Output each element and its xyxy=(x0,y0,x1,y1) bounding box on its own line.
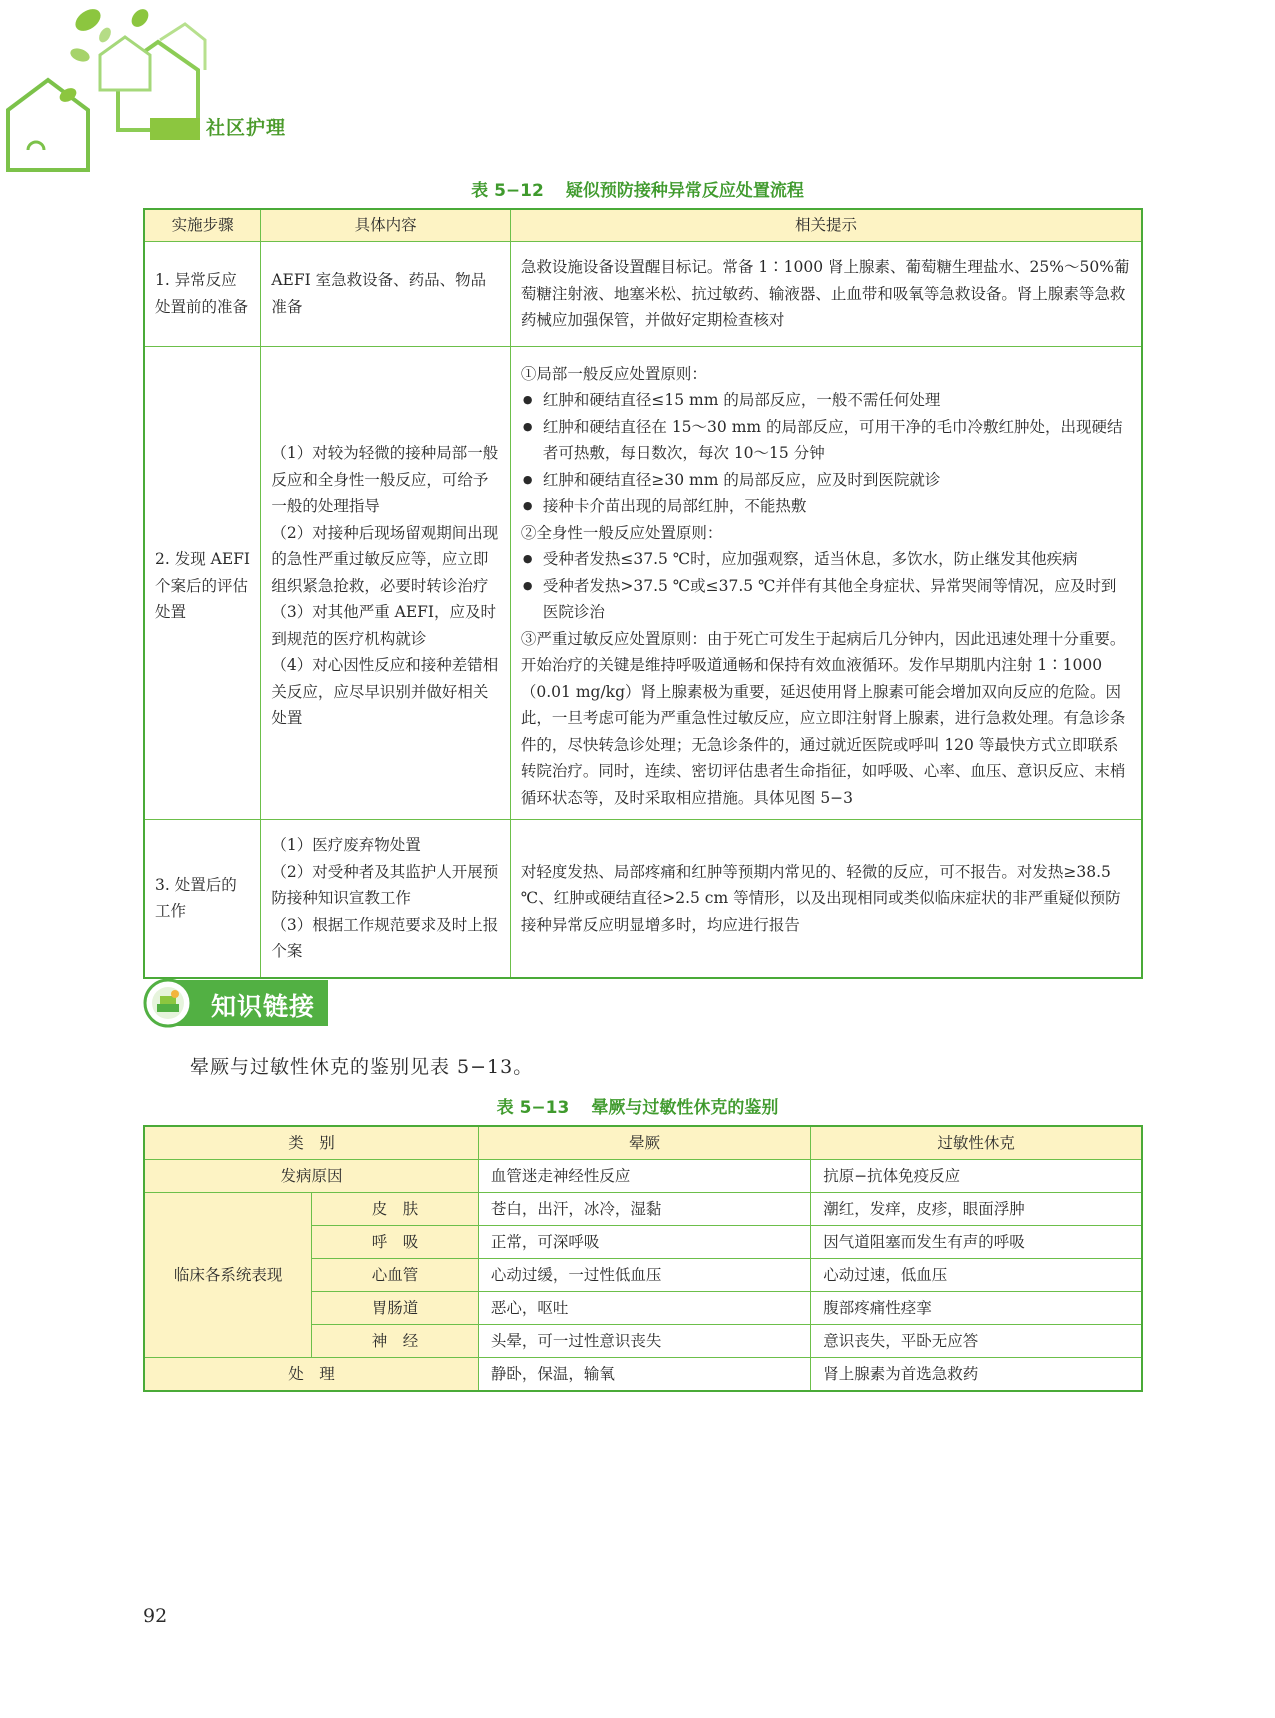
tips-cell xyxy=(510,242,1142,347)
system-name: 胃肠道 xyxy=(312,1292,479,1325)
treatment-syncope: 静卧，保温，输氧 xyxy=(478,1358,810,1392)
tip-text: 红肿和硬结直径≤15 mm 的局部反应，一般不需任何处理 xyxy=(542,391,941,409)
cause-shock: 抗原−抗体免疫反应 xyxy=(811,1160,1142,1193)
header-house-leaf-illustration xyxy=(0,0,300,175)
table-row xyxy=(144,820,1142,978)
treatment-shock: 肾上腺素为首选急救药 xyxy=(811,1358,1142,1392)
tip-text: 受种者发热≤37.5 ℃时，应加强观察，适当休息，多饮水，防止继发其他疾病 xyxy=(542,550,1078,568)
content-line: （3）根据工作规范要求及时上报个案 xyxy=(271,915,499,960)
header-cell: 相关提示 xyxy=(510,209,1142,242)
tip-bullet-item xyxy=(521,573,1131,626)
cause-label: 发病原因 xyxy=(144,1160,478,1193)
tip-paragraph xyxy=(521,520,1131,547)
shock-header: 过敏性休克 xyxy=(811,1126,1142,1160)
content-line: （2）对受种者及其监护人开展预防接种知识宣教工作 xyxy=(271,862,499,907)
content-line: （1）对较为轻微的接种局部一般反应和全身性一般反应，可给予一般的处理指导 xyxy=(271,444,499,515)
tip-text: 接种卡介苗出现的局部红肿，不能热敷 xyxy=(542,497,807,515)
tip-paragraph xyxy=(521,361,1131,388)
system-name: 皮 肤 xyxy=(312,1193,479,1226)
tip-text: 红肿和硬结直径≥30 mm 的局部反应，应及时到医院就诊 xyxy=(542,470,941,489)
content-line: （2）对接种后现场留观期间出现的急性严重过敏反应等，应立即组织紧急抢救，必要时转诊治疗 xyxy=(271,523,499,595)
tip-text: 急救设施设备设置醒目标记。常备 1∶1000 肾上腺素、葡萄糖生理盐水、25%～50%葡萄糖注射液、地塞米松、抗过敏药、输液器、止血带和吸氧等急救设备。肾上腺素等急救药械应加强保管，并做好定期检查核对 xyxy=(520,258,1130,329)
tip-text: 对轻度发热、局部疼痛和红肿等预期内常见的、轻微的反应，可不报告。对发热≥38.5 ℃、红肿或硬结直径>2.5 cm 等情形，以及出现相同或类似临床症状的非严重疑似预防接种异常反应明显增多时，均应进行报告 xyxy=(520,862,1121,934)
running-header-title: 社区护理 xyxy=(206,117,287,139)
system-name: 心血管 xyxy=(312,1259,479,1292)
content-line: AEFI 室急救设备、药品、物品准备 xyxy=(271,271,487,316)
category-header: 类 别 xyxy=(144,1126,478,1160)
tip-bullet-item xyxy=(521,546,1131,573)
content-cell xyxy=(261,820,511,978)
table1-number: 表 5−12 xyxy=(471,181,544,201)
syncope-header: 晕厥 xyxy=(478,1126,810,1160)
system-syncope: 头晕，可一过性意识丧失 xyxy=(478,1325,810,1358)
tip-paragraph xyxy=(521,254,1131,334)
treatment-label: 处 理 xyxy=(144,1358,478,1392)
system-syncope: 心动过缓，一过性低血压 xyxy=(478,1259,810,1292)
step-cell: 1. 异常反应处置前的准备 xyxy=(144,242,261,347)
system-syncope: 恶心，呕吐 xyxy=(478,1292,810,1325)
header-accent-bar xyxy=(150,118,200,140)
content-line: （3）对其他严重 AEFI，应及时到规范的医疗机构就诊 xyxy=(271,603,497,648)
cause-syncope: 血管迷走神经性反应 xyxy=(478,1160,810,1193)
content-cell xyxy=(261,242,511,347)
knowledge-link-label: 知识链接 xyxy=(211,992,316,1021)
tips-cell xyxy=(510,346,1142,820)
tip-bullet-item xyxy=(521,467,1131,494)
bullet-dot-icon: ● xyxy=(522,499,533,512)
tip-text: 受种者发热>37.5 ℃或≤37.5 ℃并伴有其他全身症状、异常哭闹等情况，应及时到医院诊治 xyxy=(542,576,1117,621)
bullet-dot-icon: ● xyxy=(522,393,533,406)
header-cell: 实施步骤 xyxy=(144,209,261,242)
system-name: 神 经 xyxy=(312,1325,479,1358)
table2-number: 表 5−13 xyxy=(496,1098,570,1118)
step-cell: 3. 处置后的工作 xyxy=(144,820,261,978)
step-cell: 2. 发现 AEFI 个案后的评估处置 xyxy=(144,346,261,820)
system-shock: 腹部疼痛性痉挛 xyxy=(811,1292,1142,1325)
table-row xyxy=(144,1358,1142,1392)
system-shock: 心动过速，低血压 xyxy=(811,1259,1142,1292)
table1-title: 疑似预防接种异常反应处置流程 xyxy=(565,181,804,201)
table1-header-row xyxy=(144,209,1142,242)
table1-caption xyxy=(0,176,1275,201)
system-syncope: 正常，可深呼吸 xyxy=(478,1226,810,1259)
system-name: 呼 吸 xyxy=(312,1226,479,1259)
table2-title: 晕厥与过敏性休克的鉴别 xyxy=(591,1098,779,1118)
bullet-dot-icon: ● xyxy=(522,552,533,565)
table2-caption xyxy=(0,1093,1275,1118)
knowledge-link-text: 晕厥与过敏性休克的鉴别见表 5−13。 xyxy=(190,1056,534,1078)
system-shock: 潮红，发痒，皮疹，眼面浮肿 xyxy=(811,1193,1142,1226)
bullet-dot-icon: ● xyxy=(522,472,533,486)
header-cell: 具体内容 xyxy=(261,209,511,242)
tip-bullet-item xyxy=(521,414,1131,467)
table-row xyxy=(144,1193,1142,1226)
bullet-dot-icon: ● xyxy=(522,578,533,592)
bullet-dot-icon: ● xyxy=(522,419,533,433)
tips-cell xyxy=(510,820,1142,978)
system-shock: 意识丧失，平卧无应答 xyxy=(811,1325,1142,1358)
table-row xyxy=(144,242,1142,347)
table-row xyxy=(144,1160,1142,1193)
tip-bullet-item xyxy=(521,493,1131,520)
tip-paragraph xyxy=(521,859,1131,939)
table2-header-row xyxy=(144,1126,1142,1160)
table-aefi-procedure xyxy=(143,208,1143,979)
table-syncope-vs-anaphylaxis xyxy=(143,1125,1143,1392)
system-shock: 因气道阻塞而发生有声的呼吸 xyxy=(811,1226,1142,1259)
content-line: （1）医疗废弃物处置 xyxy=(271,836,421,854)
tip-text: 红肿和硬结直径在 15～30 mm 的局部反应，可用干净的毛巾冷敷红肿处，出现硬结者可热敷，每日数次，每次 10～15 分钟 xyxy=(542,417,1123,462)
content-line: （4）对心因性反应和接种差错相关反应，应尽早识别并做好相关处置 xyxy=(271,656,499,727)
table-row xyxy=(144,346,1142,820)
content-cell xyxy=(261,346,511,820)
tip-bullet-item xyxy=(521,387,1131,414)
tip-paragraph xyxy=(521,626,1131,812)
tip-text: ③严重过敏反应处置原则：由于死亡可发生于起病后几分钟内，因此迅速处理十分重要。开始治疗的关键是维持呼吸道通畅和保持有效血液循环。发作早期肌内注射 1∶1000（0.01 mg/kg）肾上腺素极为重要，延迟使用肾上腺素可能会增加双向反应的危险。因此，一旦考虑可能为严重急性过敏反应，应立即注射肾上腺素，进行急救处理。有急诊条件的，尽快转急诊处理；无急诊条件的，通过就近医院或呼叫 120 等最快方式立即联系转院治疗。同时，连续、密切评估患者生命指征，如呼吸、心率、血压、意识反应、末梢循环状态等，及时采取相应措施。具体见图 5−3 xyxy=(520,629,1126,807)
tip-text: ①局部一般反应处置原则： xyxy=(520,364,707,383)
system-syncope: 苍白，出汗，冰冷，湿黏 xyxy=(478,1193,810,1226)
page-number: 92 xyxy=(143,1605,168,1627)
tip-text: ②全身性一般反应处置原则： xyxy=(520,523,723,542)
clinical-label: 临床各系统表现 xyxy=(144,1193,312,1358)
